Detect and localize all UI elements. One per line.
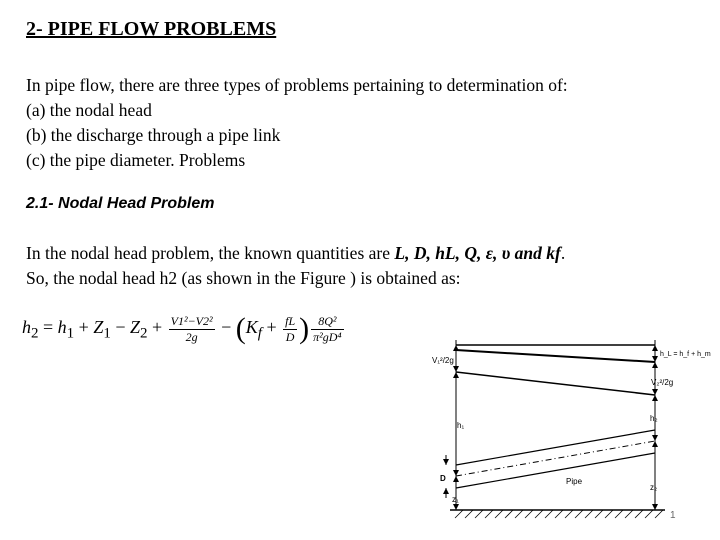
arrow-hl-top [652, 345, 658, 351]
so-line: So, the nodal head h2 (as shown in the Figure ) is obtained as: [26, 268, 461, 288]
datum-hatching [455, 510, 663, 518]
h2-label: h₂ [650, 414, 658, 423]
arrow-z1-bottom [453, 504, 459, 510]
frac2-numerator: fL [285, 313, 296, 328]
z2-label: z₂ [650, 483, 658, 492]
page-title: 2- PIPE FLOW PROBLEMS [26, 18, 277, 40]
item-a: (a) the nodal head [26, 100, 152, 120]
eq-z2: Z [129, 317, 140, 338]
arrow-v1-bottom [453, 366, 459, 372]
intro-text: In pipe flow, there are three types of problems pertaining to determination of: [26, 75, 568, 95]
arrow-z2-bottom [652, 504, 658, 510]
z1-label: z₁ [452, 495, 459, 504]
frac3-numerator: 8Q² [311, 314, 343, 330]
eq-h1-sub: 1 [66, 325, 75, 342]
eq-z1: Z [93, 317, 104, 338]
item-b: (b) the discharge through a pipe link [26, 125, 281, 145]
known-prefix: In the nodal head problem, the known quantities are [26, 243, 395, 263]
eq-kf: K [245, 317, 258, 338]
arrow-v1-top [453, 345, 459, 351]
v1-label: V₁²/2g [432, 356, 454, 365]
close-paren: ) [299, 312, 310, 345]
known-list: L, D, hL, Q, ε, υ and kf [394, 243, 561, 263]
pipe-top-wall [456, 430, 655, 465]
eq-equals: = [38, 317, 58, 338]
item-c: (c) the pipe diameter. Problems [26, 150, 246, 170]
eq-plus2: + [147, 317, 167, 338]
eq-minus2: − [216, 317, 236, 338]
eq-z2-sub: 2 [140, 325, 148, 342]
dimension-arrows [443, 345, 658, 510]
arrow-h2-top [652, 395, 658, 401]
section-heading: 2.1- Nodal Head Problem [26, 195, 215, 212]
energy-grade-line [456, 350, 655, 362]
eq-minus1: − [110, 317, 130, 338]
d-label: D [440, 474, 446, 483]
page-number: 1 [670, 510, 676, 521]
arrow-h2-bottom [652, 435, 658, 441]
eq-lhs: h [22, 317, 31, 338]
frac3-denominator: π²gD⁴ [313, 329, 342, 344]
eq-plus1: + [74, 317, 94, 338]
figure-lines [450, 340, 665, 510]
frac1-denominator: 2g [185, 329, 198, 344]
arrow-v2-top [652, 362, 658, 368]
hydraulic-grade-line [456, 372, 655, 395]
h1-label: h₁ [457, 421, 465, 430]
known-suffix: . [560, 243, 566, 263]
eq-lhs-sub: 2 [31, 325, 39, 342]
eq-z1-sub: 1 [103, 325, 111, 342]
eq-plus3: + [261, 317, 282, 338]
v2-label: V₂²/2g [651, 378, 674, 387]
eq-kf-sub: f [257, 325, 262, 342]
arrow-h1-bottom [453, 470, 459, 476]
frac2-denominator: D [285, 329, 295, 344]
pipe-label: Pipe [566, 477, 583, 486]
eq-h1: h [57, 317, 67, 338]
frac1-numerator: V1²−V2² [170, 313, 213, 328]
open-paren: ( [235, 312, 246, 345]
arrow-z2-top [652, 441, 658, 447]
hl-label: h_L = h_f + h_m [660, 351, 711, 358]
arrow-z1-top [453, 476, 459, 482]
